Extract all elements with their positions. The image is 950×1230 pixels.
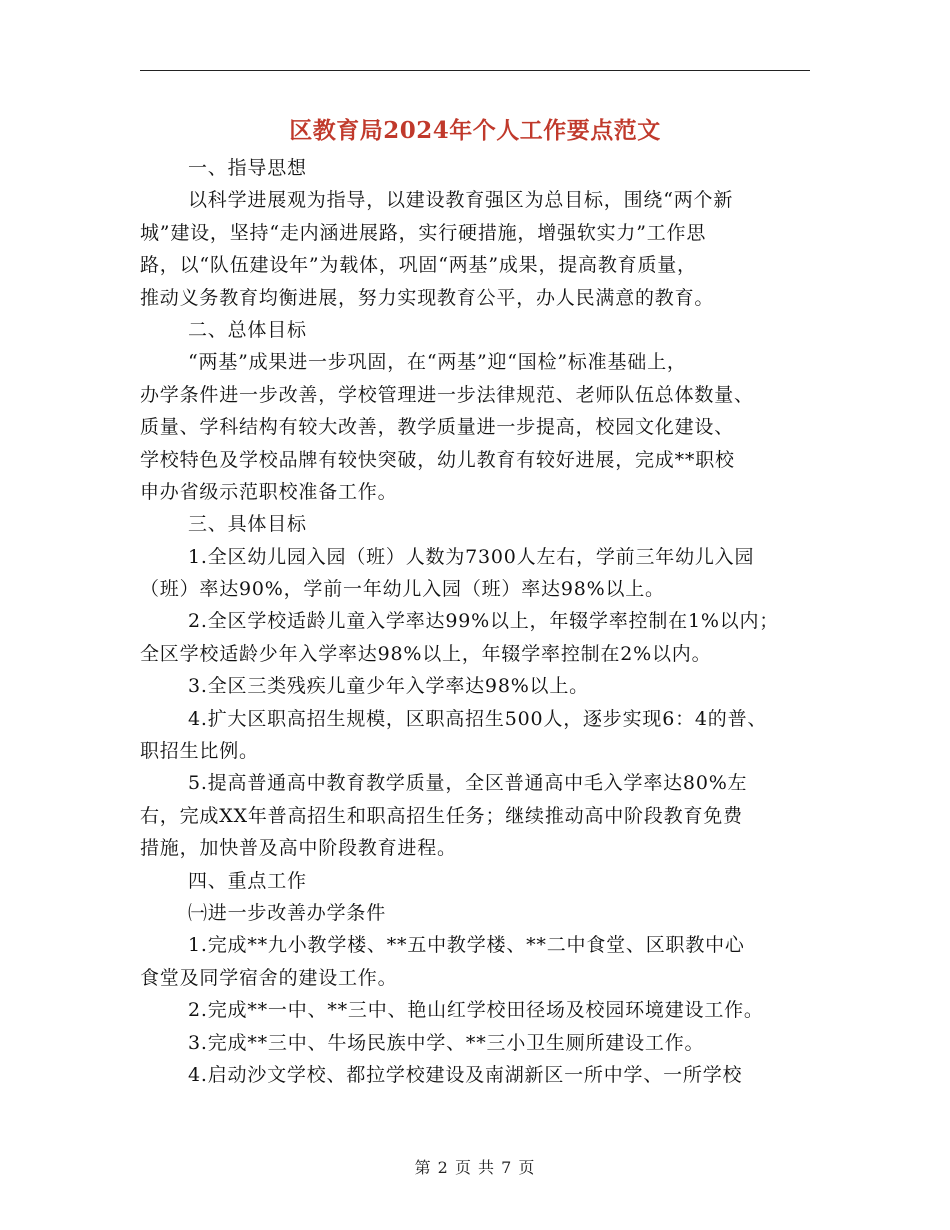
document-body: [140, 152, 816, 1091]
text-line: 申办省级示范职校准备工作。: [140, 480, 398, 503]
text-line: 四、重点工作: [188, 869, 307, 892]
text-line: 1.全区幼儿园入园（班）人数为7300人左右，学前三年幼儿入园: [188, 545, 755, 568]
text-line: 城”建设，坚持“走内涵进展路，实行硬措施，增强软实力”工作思: [140, 221, 707, 244]
text-line: 路，以“队伍建设年”为载体，巩固“两基”成果，提高教育质量，: [140, 254, 697, 277]
text-line: 措施，加快普及高中阶段教育进程。: [140, 837, 457, 860]
text-line: 以科学进展观为指导，以建设教育强区为总目标，围绕“两个新: [188, 189, 734, 212]
text-line: 全区学校适龄少年入学率达98%以上，年辍学率控制在2%以内。: [140, 642, 712, 665]
text-line: 办学条件进一步改善，学校管理进一步法律规范、老师队伍总体数量、: [140, 383, 754, 406]
text-line: 质量、学科结构有较大改善，教学质量进一步提高，校园文化建设、: [140, 416, 735, 439]
text-line: 食堂及同学宿舍的建设工作。: [140, 966, 398, 989]
text-line: 学校特色及学校品牌有较快突破，幼儿教育有较好进展，完成**职校: [140, 448, 735, 471]
text-line: 职招生比例。: [140, 740, 259, 763]
text-line: 1.完成**九小教学楼、**五中教学楼、**二中食堂、区职教中心: [188, 934, 745, 957]
text-line: 2.完成**一中、**三中、艳山红学校田径场及校园环境建设工作。: [188, 999, 764, 1022]
text-line: ㈠进一步改善办学条件: [188, 901, 387, 924]
text-line: 三、具体目标: [188, 513, 307, 536]
text-line: 3.全区三类残疾儿童少年入学率达98%以上。: [188, 675, 589, 698]
text-line: 4.启动沙文学校、都拉学校建设及南湖新区一所中学、一所学校: [188, 1063, 743, 1086]
text-line: 5.提高普通高中教育教学质量，全区普通高中毛入学率达80%左: [188, 772, 748, 795]
text-line: 二、总体目标: [188, 318, 307, 341]
text-line: 推动义务教育均衡进展，努力实现教育公平，办人民满意的教育。: [140, 286, 715, 309]
document-title: 区教育局2024年个人工作要点范文: [289, 117, 661, 144]
text-line: “两基”成果进一步巩固，在“两基”迎“国检”标准基础上，: [188, 351, 687, 374]
text-line: 2.全区学校适龄儿童入学率达99%以上，年辍学率控制在1%以内；: [188, 610, 780, 633]
text-line: 3.完成**三中、牛场民族中学、**三小卫生厕所建设工作。: [188, 1031, 705, 1054]
header-rule: [140, 70, 810, 71]
page-footer: 第 2 页 共 7 页: [414, 1158, 536, 1177]
text-line: （班）率达90%，学前一年幼儿入园（班）率达98%以上。: [140, 578, 665, 601]
text-line: 一、指导思想: [188, 157, 307, 179]
text-line: 4.扩大区职高招生规模，区职高招生500人，逐步实现6：4的普、: [188, 707, 768, 730]
text-line: 右，完成XX年普高招生和职高招生任务；继续推动高中阶段教育免费: [140, 804, 743, 827]
